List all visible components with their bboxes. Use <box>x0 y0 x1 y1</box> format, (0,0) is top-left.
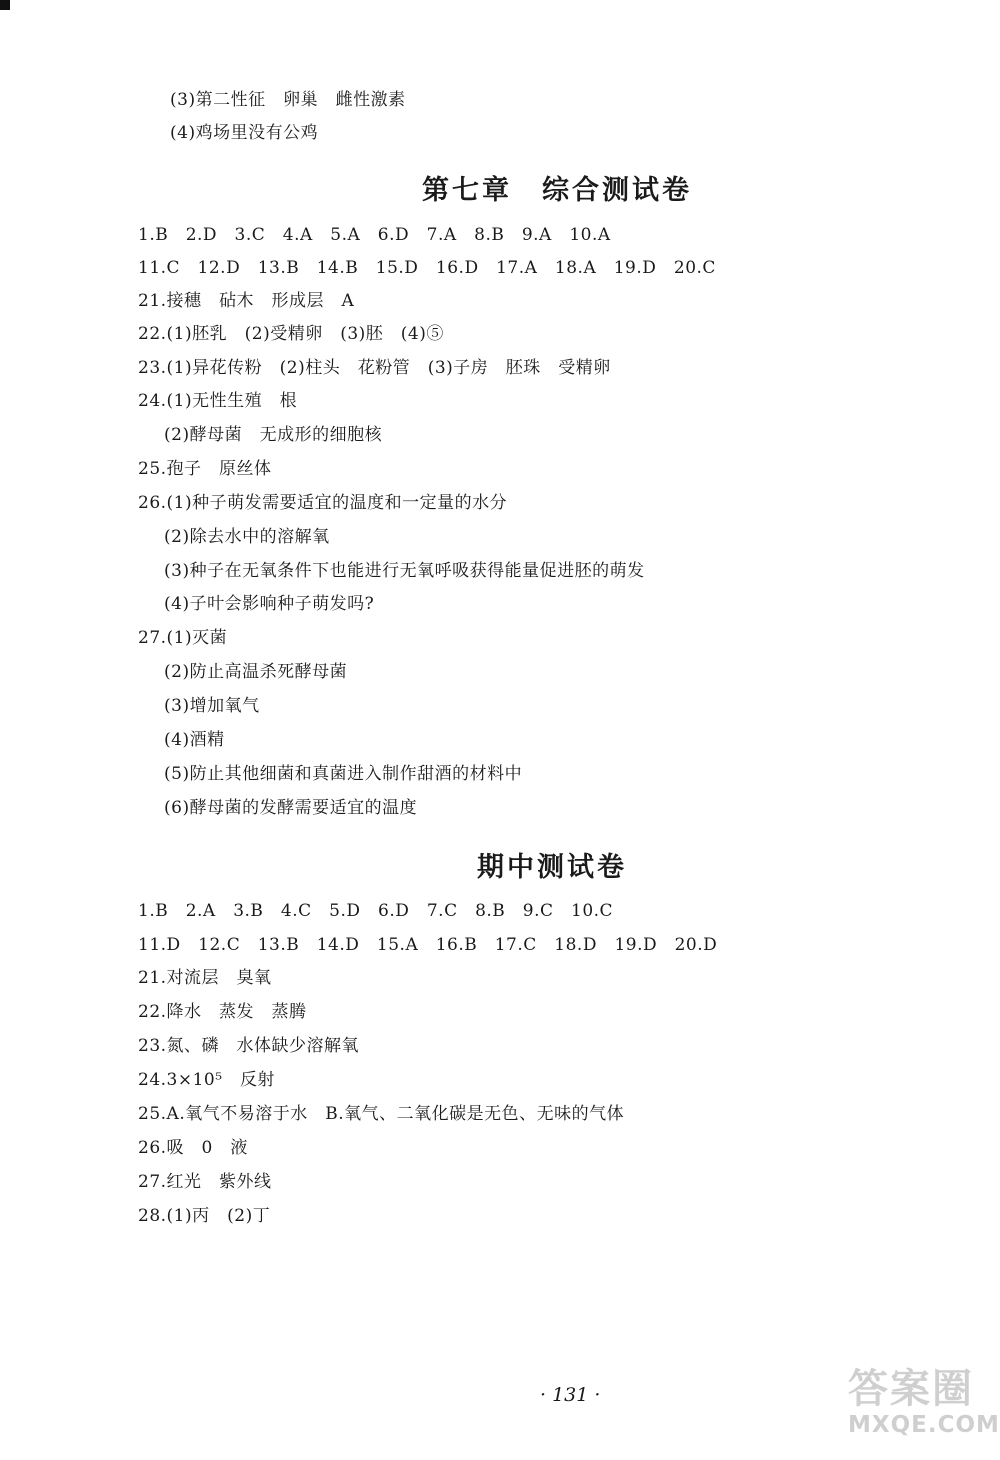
answer-line: 21.对流层 臭氧 <box>138 968 272 988</box>
section-title-chapter7: 第七章 综合测试卷 <box>422 175 692 206</box>
answer-line: (4)鸡场里没有公鸡 <box>170 123 319 143</box>
answer-line: 28.(1)丙 (2)丁 <box>138 1206 271 1226</box>
answer-line: 26.吸 0 液 <box>138 1138 248 1158</box>
section-title-midterm: 期中测试卷 <box>477 852 627 883</box>
watermark-text: 答案圈 <box>848 1366 974 1412</box>
answer-line: 23.(1)异花传粉 (2)柱头 花粉管 (3)子房 胚珠 受精卵 <box>138 358 611 378</box>
page-number: · 131 · <box>540 1384 601 1406</box>
answer-line: 23.氮、磷 水体缺少溶解氧 <box>138 1036 360 1056</box>
answer-line: 27.红光 紫外线 <box>138 1172 272 1192</box>
watermark-logo <box>848 1366 1000 1454</box>
answer-line: (3)第二性征 卵巢 雌性激素 <box>170 90 406 110</box>
answer-line: (2)除去水中的溶解氧 <box>164 527 330 547</box>
answer-line: (3)种子在无氧条件下也能进行无氧呼吸获得能量促进胚的萌发 <box>164 561 645 581</box>
watermark-url: MXQE.COM <box>848 1412 1000 1438</box>
answer-line: (4)酒精 <box>164 730 225 750</box>
answer-line: 21.接穗 砧木 形成层 A <box>138 291 355 311</box>
answer-line: (3)增加氧气 <box>164 696 260 716</box>
answer-line: 1.B 2.D 3.C 4.A 5.A 6.D 7.A 8.B 9.A 10.A <box>138 225 611 245</box>
answer-line: 25.A.氧气不易溶于水 B.氧气、二氧化碳是无色、无味的气体 <box>138 1104 625 1124</box>
answer-line: 24.3×10⁵ 反射 <box>138 1070 276 1090</box>
answer-line: 22.(1)胚乳 (2)受精卵 (3)胚 (4)⑤ <box>138 324 444 344</box>
answer-line: (2)防止高温杀死酵母菌 <box>164 662 348 682</box>
answer-line: (4)子叶会影响种子萌发吗? <box>164 594 375 614</box>
answer-line: (5)防止其他细菌和真菌进入制作甜酒的材料中 <box>164 764 523 784</box>
answer-line: (6)酵母菌的发酵需要适宜的温度 <box>164 798 418 818</box>
answer-line: 26.(1)种子萌发需要适宜的温度和一定量的水分 <box>138 493 508 513</box>
answer-line: 22.降水 蒸发 蒸腾 <box>138 1002 307 1022</box>
answer-line: 1.B 2.A 3.B 4.C 5.D 6.D 7.C 8.B 9.C 10.C <box>138 901 614 921</box>
answer-line: (2)酵母菌 无成形的细胞核 <box>164 425 383 445</box>
answer-line: 24.(1)无性生殖 根 <box>138 391 298 411</box>
answer-line: 25.孢子 原丝体 <box>138 459 272 479</box>
answer-line: 11.D 12.C 13.B 14.D 15.A 16.B 17.C 18.D 19.D 20.D <box>138 935 718 955</box>
answer-line: 11.C 12.D 13.B 14.B 15.D 16.D 17.A 18.A 19.D 20.C <box>138 258 716 278</box>
answer-line: 27.(1)灭菌 <box>138 628 228 648</box>
